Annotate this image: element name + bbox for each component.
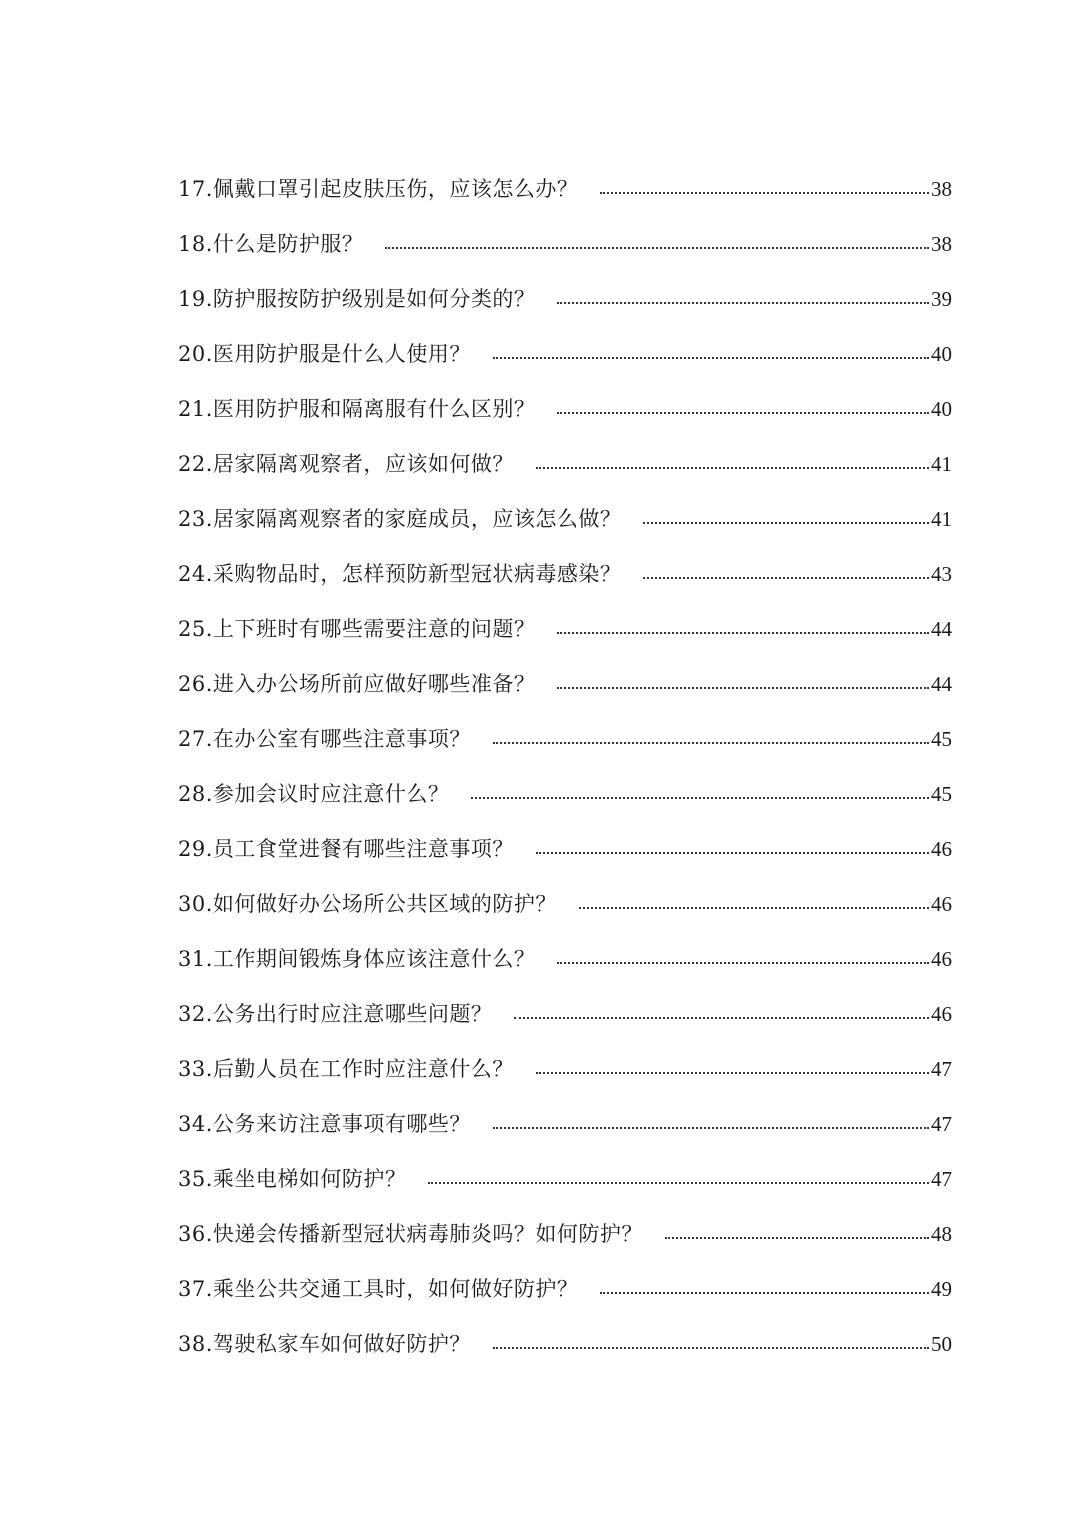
- toc-entry[interactable]: [178, 602, 952, 657]
- toc-entry[interactable]: [178, 547, 952, 602]
- toc-entry-title: 20.医用防护服是什么人使用？: [178, 342, 471, 366]
- toc-entry-title: 33.后勤人员在工作时应注意什么？: [178, 1057, 514, 1081]
- toc-page-number: 49: [931, 1277, 952, 1301]
- toc-entry-title: 23.居家隔离观察者的家庭成员，应该怎么做？: [178, 507, 622, 531]
- dot-leader: [557, 412, 929, 414]
- toc-entry-title: 30.如何做好办公场所公共区域的防护？: [178, 892, 557, 916]
- toc-entry-title: 27.在办公室有哪些注意事项？: [178, 727, 471, 751]
- toc-page-number: 46: [931, 1002, 952, 1026]
- dot-leader: [385, 247, 929, 249]
- toc-entry-title: 32.公务出行时应注意哪些问题？: [178, 1002, 493, 1026]
- dot-leader: [557, 687, 929, 689]
- toc-entry-title: 19.防护服按防护级别是如何分类的？: [178, 287, 536, 311]
- toc-entry-title: 36.快递会传播新型冠状病毒肺炎吗？如何防护？: [178, 1222, 643, 1246]
- toc-entry[interactable]: [178, 1317, 952, 1372]
- toc-page-number: 41: [931, 507, 952, 531]
- toc-page-number: 38: [931, 177, 952, 201]
- toc-page-number: 46: [931, 837, 952, 861]
- toc-entry-title: 18.什么是防护服？: [178, 232, 364, 256]
- toc-page-number: 39: [931, 287, 952, 311]
- toc-page-number: 45: [931, 727, 952, 751]
- dot-leader: [600, 1292, 929, 1294]
- toc-entry[interactable]: [178, 382, 952, 437]
- dot-leader: [557, 632, 929, 634]
- dot-leader: [665, 1237, 929, 1239]
- toc-entry[interactable]: [178, 272, 952, 327]
- dot-leader: [493, 1127, 929, 1129]
- toc-entry[interactable]: [178, 822, 952, 877]
- toc-entry-title: 21.医用防护服和隔离服有什么区别？: [178, 397, 536, 421]
- dot-leader: [557, 302, 929, 304]
- toc-page-number: 41: [931, 452, 952, 476]
- toc-page-number: 40: [931, 397, 952, 421]
- toc-entry[interactable]: [178, 1207, 952, 1262]
- toc-entry[interactable]: [178, 767, 952, 822]
- toc-page-number: 40: [931, 342, 952, 366]
- toc-entry-title: 17.佩戴口罩引起皮肤压伤，应该怎么办？: [178, 177, 579, 201]
- dot-leader: [557, 962, 929, 964]
- toc-entry[interactable]: [178, 437, 952, 492]
- toc-entry-title: 31.工作期间锻炼身体应该注意什么？: [178, 947, 536, 971]
- toc-entry-title: 22.居家隔离观察者，应该如何做？: [178, 452, 514, 476]
- dot-leader: [493, 357, 929, 359]
- toc-entry-title: 37.乘坐公共交通工具时，如何做好防护？: [178, 1277, 579, 1301]
- toc-entry[interactable]: [178, 987, 952, 1042]
- toc-page-number: 38: [931, 232, 952, 256]
- dot-leader: [514, 1017, 929, 1019]
- toc-page-number: 45: [931, 782, 952, 806]
- toc-page-number: 48: [931, 1222, 952, 1246]
- toc-entry[interactable]: [178, 1097, 952, 1152]
- dot-leader: [579, 907, 929, 909]
- dot-leader: [536, 467, 929, 469]
- toc-entry[interactable]: [178, 162, 952, 217]
- dot-leader: [536, 1072, 929, 1074]
- toc-entry[interactable]: [178, 1262, 952, 1317]
- toc-entry-title: 29.员工食堂进餐有哪些注意事项？: [178, 837, 514, 861]
- toc-entry-title: 26.进入办公场所前应做好哪些准备？: [178, 672, 536, 696]
- toc-entry[interactable]: [178, 1152, 952, 1207]
- toc-entry[interactable]: [178, 492, 952, 547]
- toc-page-number: 50: [931, 1332, 952, 1356]
- dot-leader: [600, 192, 929, 194]
- toc-page-number: 46: [931, 892, 952, 916]
- toc-page-number: 46: [931, 947, 952, 971]
- toc-page-number: 47: [931, 1167, 952, 1191]
- dot-leader: [643, 522, 929, 524]
- toc-page-number: 47: [931, 1112, 952, 1136]
- toc-page-number: 43: [931, 562, 952, 586]
- dot-leader: [493, 742, 929, 744]
- toc-entry[interactable]: [178, 657, 952, 712]
- dot-leader: [428, 1182, 929, 1184]
- dot-leader: [493, 1347, 929, 1349]
- toc-entry[interactable]: [178, 932, 952, 987]
- toc-entry-title: 25.上下班时有哪些需要注意的问题？: [178, 617, 536, 641]
- toc-entry[interactable]: [178, 217, 952, 272]
- toc-entry[interactable]: [178, 712, 952, 767]
- dot-leader: [643, 577, 929, 579]
- table-of-contents: [178, 162, 952, 1372]
- toc-entry[interactable]: [178, 1042, 952, 1097]
- toc-entry-title: 24.采购物品时，怎样预防新型冠状病毒感染？: [178, 562, 622, 586]
- toc-entry-title: 28.参加会议时应注意什么？: [178, 782, 450, 806]
- toc-page-number: 44: [931, 672, 952, 696]
- toc-entry[interactable]: [178, 327, 952, 382]
- toc-entry-title: 38.驾驶私家车如何做好防护？: [178, 1332, 471, 1356]
- toc-page-number: 44: [931, 617, 952, 641]
- toc-entry-title: 35.乘坐电梯如何防护？: [178, 1167, 407, 1191]
- toc-entry[interactable]: [178, 877, 952, 932]
- dot-leader: [536, 852, 929, 854]
- toc-page-number: 47: [931, 1057, 952, 1081]
- toc-entry-title: 34.公务来访注意事项有哪些？: [178, 1112, 471, 1136]
- dot-leader: [471, 797, 929, 799]
